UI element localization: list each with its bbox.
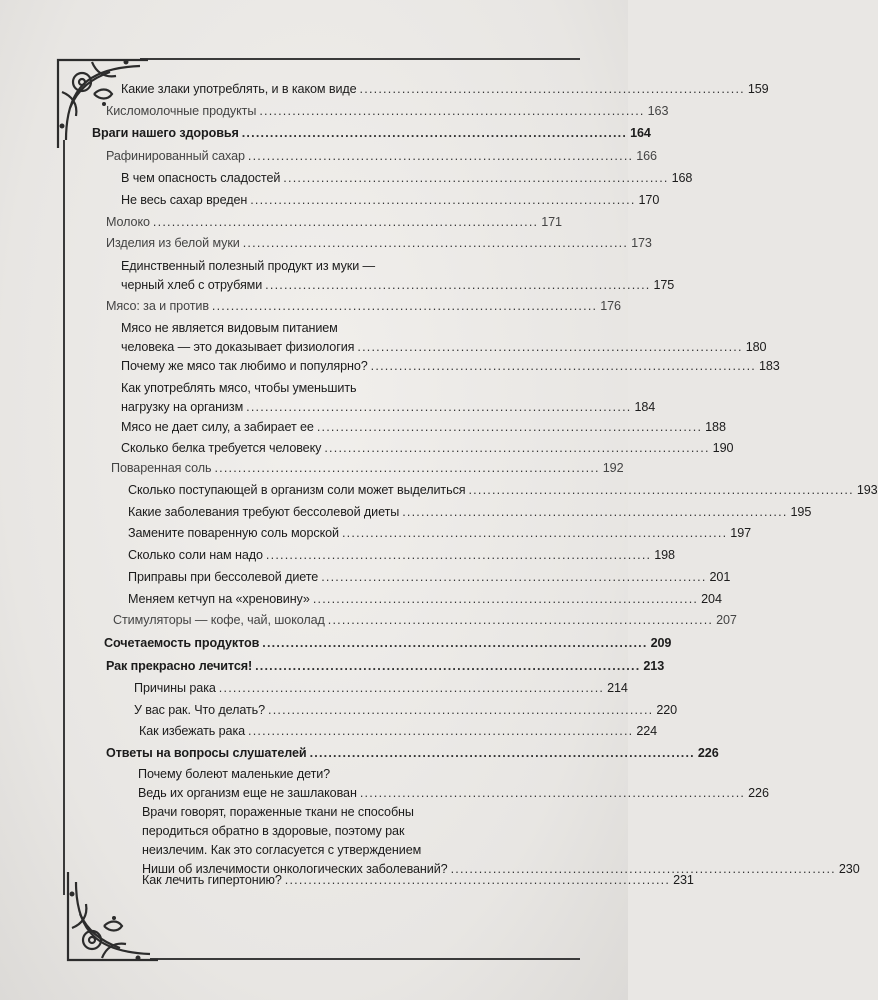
toc-entry[interactable] — [134, 701, 678, 720]
toc-entry-title: Сколько соли нам надо — [128, 548, 263, 562]
toc-page-number: 159 — [747, 82, 769, 96]
toc-page-number: 171 — [541, 215, 562, 229]
toc-entry[interactable] — [128, 590, 722, 609]
toc-entry[interactable] — [106, 147, 657, 166]
dot-leader: .................................................................................. — [402, 505, 788, 519]
toc-section-entry[interactable] — [106, 744, 719, 763]
toc-entry[interactable] — [106, 102, 669, 121]
toc-entry-title: Мясо: за и против — [106, 299, 209, 313]
toc-page-number: 201 — [709, 570, 731, 584]
toc-entry[interactable] — [128, 568, 731, 587]
toc-entry-title: Приправы при бессолевой диете — [128, 570, 319, 584]
toc-entry[interactable] — [121, 191, 660, 210]
toc-entry-first-line: Как употреблять мясо, чтобы уменьшить — [121, 381, 357, 395]
toc-entry[interactable] — [134, 679, 628, 698]
dot-leader: .................................................................................. — [312, 592, 699, 606]
toc-entry[interactable] — [138, 765, 769, 803]
dot-leader: .................................................................................. — [283, 171, 669, 185]
toc-section-entry[interactable] — [92, 124, 651, 143]
toc-page-number: 198 — [654, 548, 675, 562]
toc-entry-title: человека — это доказывает физиология — [121, 340, 355, 354]
toc-page-number: 213 — [643, 659, 665, 673]
toc-page-number: 190 — [712, 441, 734, 455]
toc-entry[interactable] — [121, 439, 734, 458]
toc-page-number: 214 — [607, 681, 628, 695]
toc-page-number: 226 — [697, 746, 719, 760]
dot-leader: .................................................................................. — [241, 126, 628, 140]
dot-leader: .................................................................................. — [309, 746, 695, 760]
toc-section-entry[interactable] — [106, 657, 665, 676]
toc-entry[interactable] — [121, 80, 769, 99]
dot-leader: .................................................................................. — [370, 359, 756, 373]
toc-entry-title: Мясо не дает силу, а забирает ее — [121, 420, 314, 434]
dot-leader: .................................................................................. — [250, 193, 636, 207]
toc-page-number: 170 — [638, 193, 660, 207]
dot-leader: .................................................................................. — [450, 862, 836, 876]
toc-entry-title: Кисломолочные продукты — [106, 104, 257, 118]
toc-page-number: 176 — [600, 299, 621, 313]
dot-leader: .................................................................................. — [341, 526, 728, 540]
toc-entry[interactable] — [128, 481, 878, 500]
toc-entry-title: Изделия из белой муки — [106, 236, 240, 250]
toc-page-number: 195 — [790, 505, 812, 519]
toc-page-number: 207 — [716, 613, 737, 627]
dot-leader: .................................................................................. — [468, 483, 854, 497]
toc-entry[interactable] — [106, 297, 621, 316]
toc-entry[interactable] — [121, 257, 675, 295]
toc-entry[interactable] — [121, 319, 767, 357]
dot-leader: .................................................................................. — [324, 441, 710, 455]
toc-entry-title: Почему же мясо так любимо и популярно? — [121, 359, 368, 373]
toc-entry-line: перодиться обратно в здоровые, поэтому рак — [142, 824, 405, 838]
dot-leader: .................................................................................. — [214, 461, 600, 475]
toc-entry[interactable] — [128, 503, 812, 522]
toc-entry-line: Врачи говорят, пораженные ткани не способны — [142, 805, 414, 819]
toc-entry-title: Как лечить гипертонию? — [142, 873, 282, 887]
toc-page-number: 184 — [634, 400, 656, 414]
toc-entry-title: Рак прекрасно лечится! — [106, 659, 253, 673]
toc-entry-title: Меняем кетчуп на «хреновину» — [128, 592, 310, 606]
toc-section-entry[interactable] — [104, 634, 672, 653]
toc-entry[interactable] — [111, 459, 624, 478]
toc-entry[interactable] — [121, 379, 656, 417]
dot-leader: .................................................................................. — [152, 215, 539, 229]
toc-page-number: 231 — [673, 873, 694, 887]
toc-entry-first-line: Мясо не является видовым питанием — [121, 321, 338, 335]
toc-page-number: 230 — [838, 862, 860, 876]
dot-leader: .................................................................................. — [211, 299, 598, 313]
toc-page-number: 164 — [630, 126, 651, 140]
dot-leader: .................................................................................. — [316, 420, 703, 434]
toc-entry-title: Враги нашего здоровья — [92, 126, 239, 140]
toc-entry-title: Рафинированный сахар — [106, 149, 245, 163]
toc-page-number: 224 — [636, 724, 658, 738]
toc-page-number: 183 — [759, 359, 780, 373]
toc-page-number: 175 — [653, 278, 675, 292]
toc-page-number: 209 — [650, 636, 672, 650]
toc-entry[interactable] — [139, 722, 658, 741]
dot-leader: .................................................................................. — [359, 82, 745, 96]
toc-page-number: 173 — [631, 236, 652, 250]
toc-entry-title: нагрузку на организм — [121, 400, 244, 414]
toc-entry[interactable] — [106, 213, 562, 232]
toc-entry[interactable] — [121, 418, 726, 437]
toc-page-number: 204 — [701, 592, 722, 606]
toc-entry-title: Сколько белка требуется человеку — [121, 441, 322, 455]
toc-entry-line: неизлечим. Как это согласуется с утверждением — [142, 843, 422, 857]
toc-entry-title: черный хлеб с отрубями — [121, 278, 263, 292]
toc-entry-title: Ниши об излечимости онкологических заболеваний? — [142, 862, 448, 876]
toc-page-number: 197 — [730, 526, 752, 540]
dot-leader: .................................................................................. — [218, 681, 605, 695]
toc-entry[interactable] — [142, 871, 694, 890]
toc-entry[interactable] — [142, 803, 860, 879]
toc-entry-title: Поваренная соль — [111, 461, 212, 475]
toc-entry-title: Стимуляторы — кофе, чай, шоколад — [113, 613, 325, 627]
toc-entry-title: Как избежать рака — [139, 724, 246, 738]
dot-leader: .................................................................................. — [357, 340, 743, 354]
dot-leader: .................................................................................. — [242, 236, 629, 250]
dot-leader: .................................................................................. — [255, 659, 641, 673]
toc-page-number: 166 — [636, 149, 657, 163]
toc-entry-first-line: Почему болеют маленькие дети? — [138, 767, 331, 781]
toc-entry[interactable] — [128, 524, 752, 543]
toc-entry-title: Какие злаки употреблять, и в каком виде — [121, 82, 357, 96]
dot-leader: .................................................................................. — [246, 400, 632, 414]
dot-leader: .................................................................................. — [327, 613, 714, 627]
toc-entry[interactable] — [121, 169, 693, 188]
toc-entry-title: Какие заболевания требуют бессолевой диеты — [128, 505, 400, 519]
dot-leader: .................................................................................. — [321, 570, 707, 584]
toc-page-number: 188 — [705, 420, 726, 434]
toc-entry-title: Ведь их организм еще не зашлакован — [138, 786, 357, 800]
dot-leader: .................................................................................. — [268, 703, 654, 717]
dot-leader: .................................................................................. — [265, 548, 652, 562]
toc-entry[interactable] — [128, 546, 675, 565]
toc-page-number: 168 — [671, 171, 693, 185]
toc-page-number: 180 — [745, 340, 767, 354]
toc-page-number: 192 — [602, 461, 624, 475]
toc-page-number: 220 — [656, 703, 678, 717]
toc-entry-title: Не весь сахар вреден — [121, 193, 248, 207]
toc-entry-title: Сочетаемость продуктов — [104, 636, 260, 650]
toc-entry-title: Причины рака — [134, 681, 216, 695]
toc-entry-first-line: Единственный полезный продукт из муки — — [121, 259, 376, 273]
dot-leader: .................................................................................. — [262, 636, 648, 650]
toc-page-number: 163 — [647, 104, 669, 118]
toc-entry[interactable] — [121, 357, 780, 376]
toc-entry-title: У вас рак. Что делать? — [134, 703, 266, 717]
toc-page-number: 226 — [748, 786, 769, 800]
toc-entry[interactable] — [113, 611, 737, 630]
toc-entry-title: Замените поваренную соль морской — [128, 526, 339, 540]
dot-leader: .................................................................................. — [284, 873, 671, 887]
toc-entry[interactable] — [106, 234, 652, 253]
dot-leader: .................................................................................. — [359, 786, 746, 800]
toc-entry-title: Молоко — [106, 215, 150, 229]
toc-entry-title: В чем опасность сладостей — [121, 171, 281, 185]
dot-leader: .................................................................................. — [259, 104, 645, 118]
toc-entry-title: Ответы на вопросы слушателей — [106, 746, 307, 760]
dot-leader: .................................................................................. — [247, 149, 634, 163]
toc-entry-title: Сколько поступающей в организм соли может выделиться — [128, 483, 466, 497]
toc-page-number: 193 — [856, 483, 878, 497]
dot-leader: .................................................................................. — [265, 278, 651, 292]
dot-leader: .................................................................................. — [248, 724, 634, 738]
